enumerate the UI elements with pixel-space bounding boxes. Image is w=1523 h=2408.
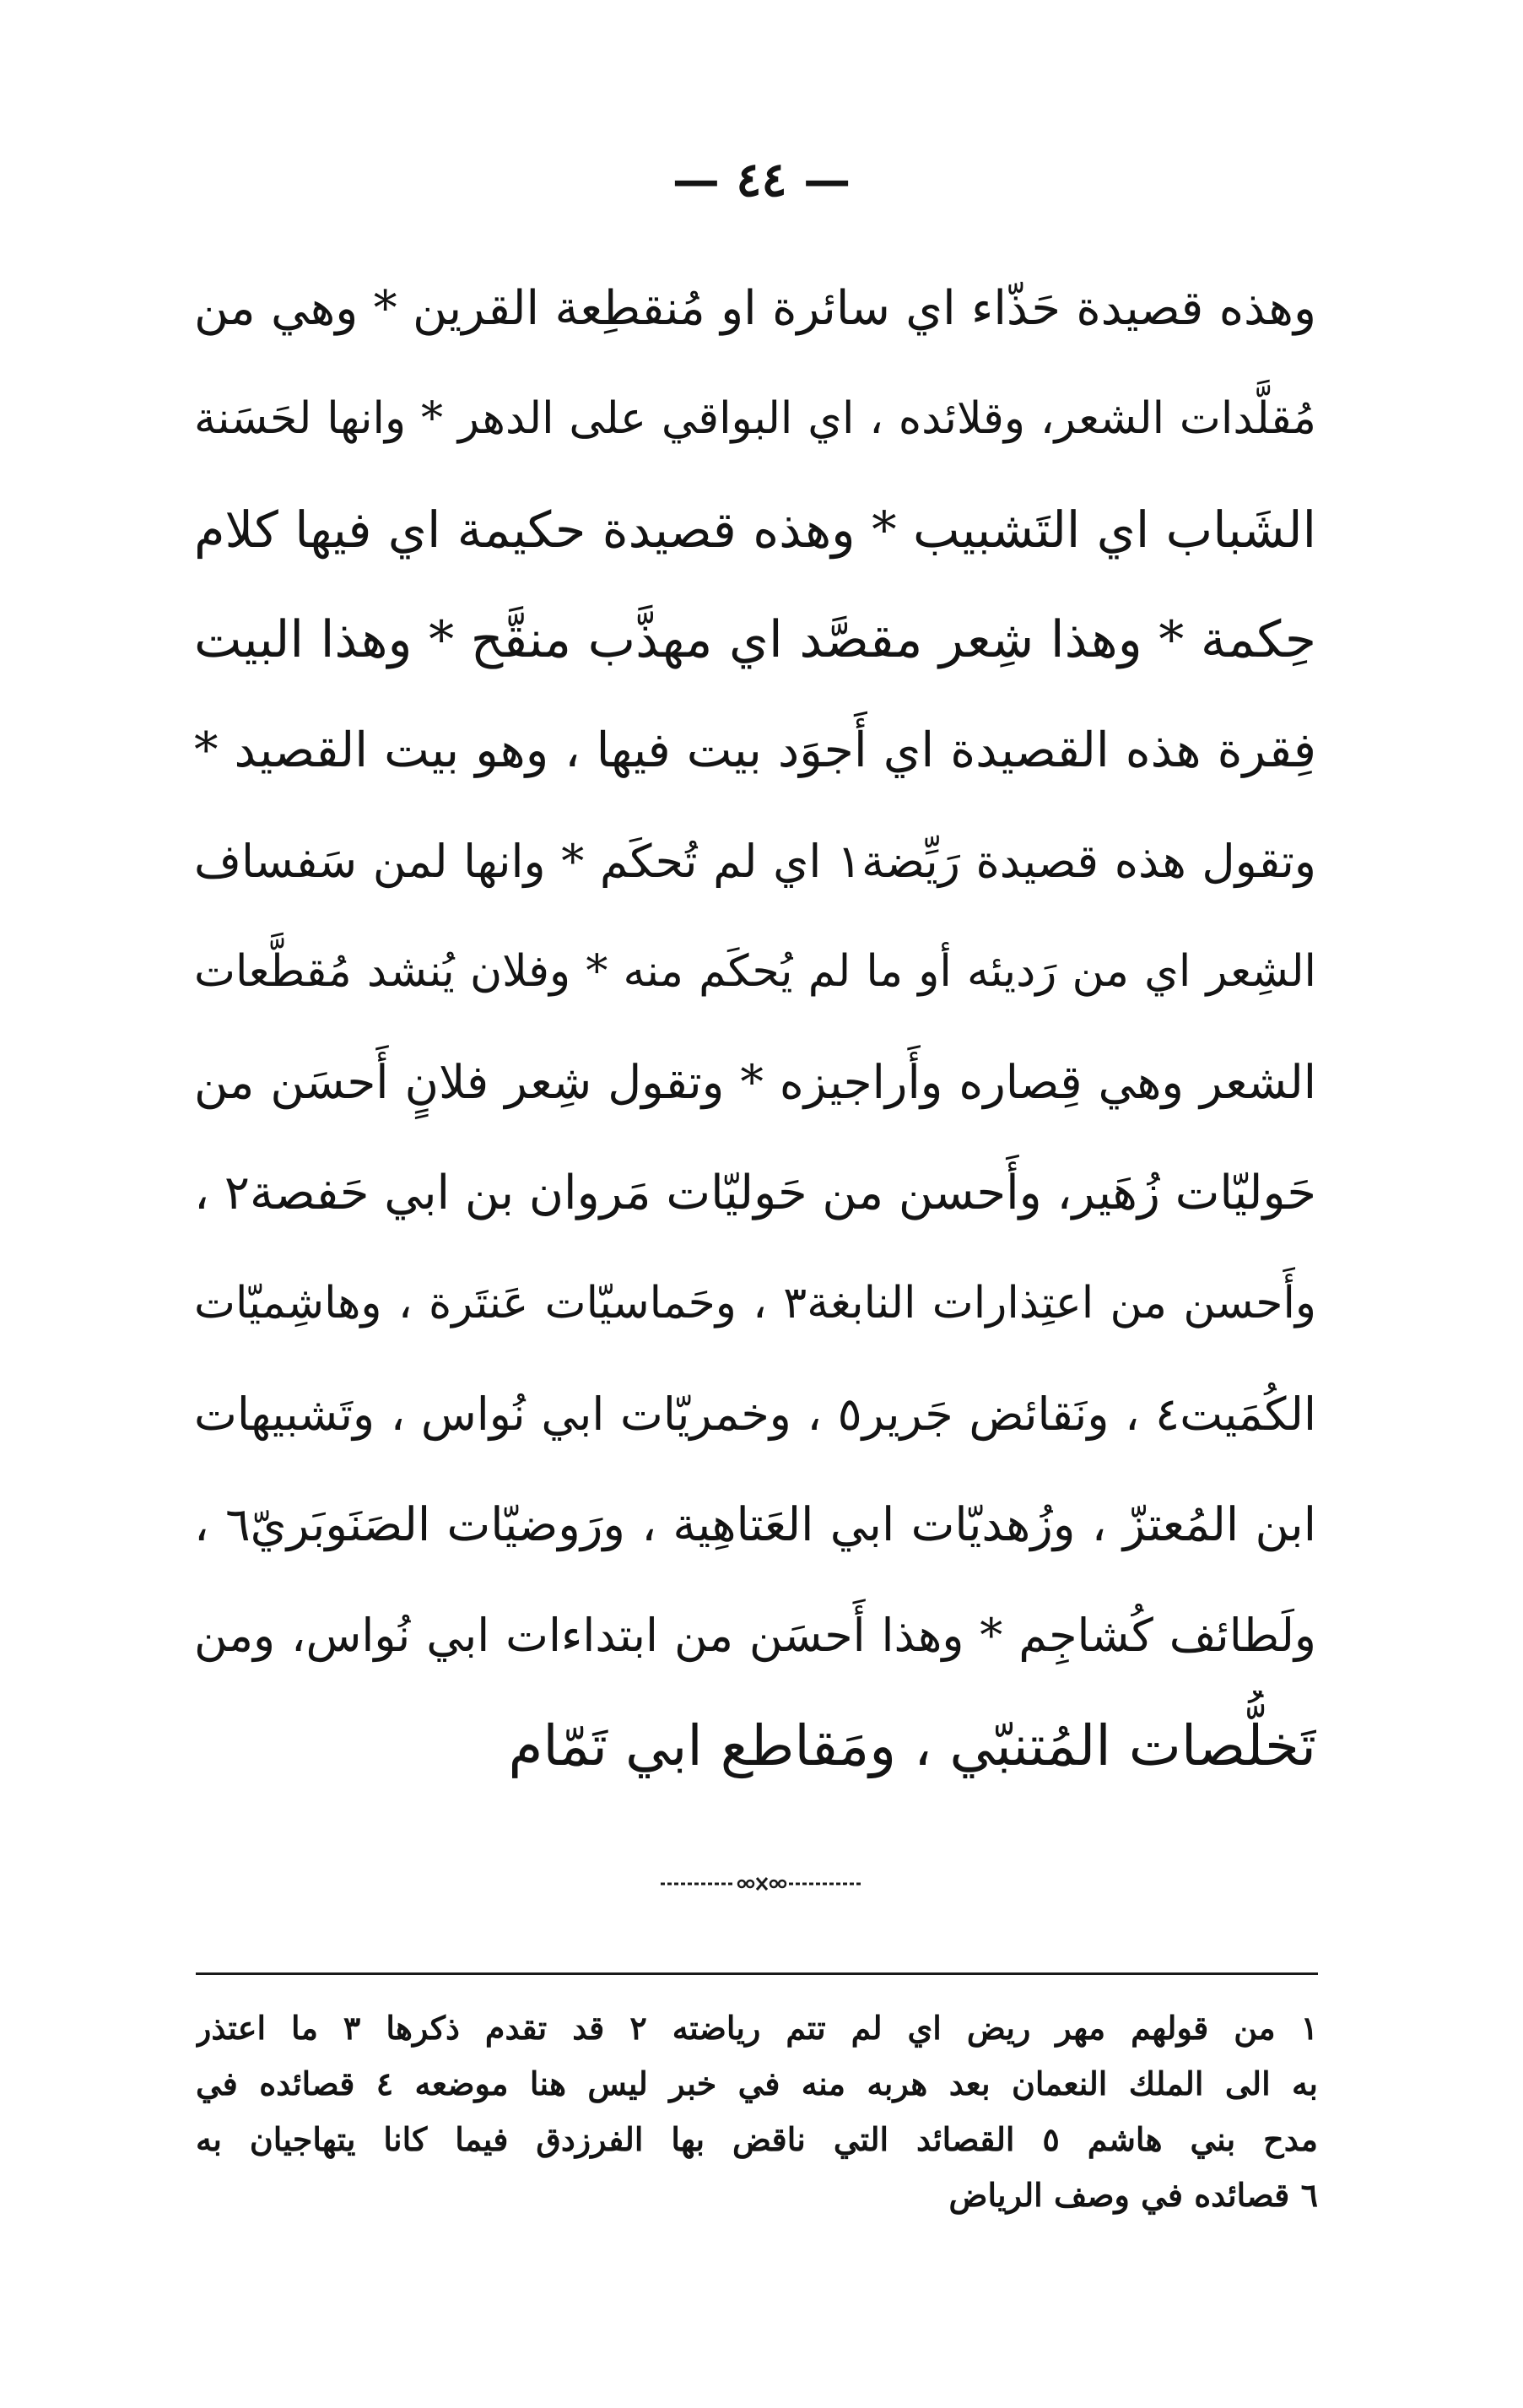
text-line: الكُمَيت٤ ، ونَقائض جَرير٥ ، وخمريّات ابي نُواس ، وتَشبيهات	[194, 1388, 1316, 1441]
text-line: الشعر وهي قِصاره وأَراجيزه * وتقول شِعر فلانٍ أَحسَن من	[194, 1055, 1316, 1109]
text-line: تَخلُّصات المُتنبّي ، ومَقاطع ابي تَمّام	[508, 1713, 1316, 1778]
page-number: — ٤٤ —	[672, 152, 851, 208]
text-line: مُقلَّدات الشعر، وقلائده ، اي البواقي على الدهر * وانها لحَسَنة	[194, 393, 1316, 444]
footnotes	[196, 2000, 1318, 2223]
text-line: وتقول هذه قصيدة رَيِّضة١ اي لم تُحكَم * وانها لمن سَفساف	[194, 835, 1316, 888]
footnote-line: مدح بني هاشم ٥ القصائد التي ناقض بها الفرزدق فيما كانا يتهاجيان به	[196, 2120, 1318, 2158]
text-line: فِقرة هذه القصيدة اي أَجوَد بيت فيها ، وهو بيت القصيد *	[194, 722, 1316, 778]
text-line: وأَحسن من اعتِذارات النابغة٣ ، وحَماسيّات عَنتَرة ، وهاشِميّات	[194, 1278, 1316, 1328]
text-line: حَوليّات زُهَير، وأَحسن من حَوليّات مَروان بن ابي حَفصة٢ ،	[194, 1166, 1316, 1220]
text-line: ابن المُعتزّ ، وزُهديّات ابي العَتاهِية ، ورَوضيّات الصَنَوبَريّ٦ ،	[194, 1497, 1316, 1551]
ornament-icon	[661, 1875, 863, 1892]
text-line: وهذه قصيدة حَذّاء اي سائرة او مُنقطِعة القرين * وهي من	[194, 281, 1316, 336]
footnote-line: ١ من قولهم مهر ريض اي لم تتم رياضته ٢ قد تقدم ذكرها ٣ ما اعتذر	[196, 2009, 1318, 2047]
ornament-divider	[0, 1875, 1523, 1892]
main-text	[194, 253, 1316, 1801]
text-line: الشَباب اي التَشبيب * وهذه قصيدة حكيمة اي فيها كلام	[194, 501, 1316, 559]
text-line: ولَطائف كُشاجِم * وهذا أَحسَن من ابتداءات ابي نُواس، ومن	[194, 1609, 1316, 1662]
footnote-divider	[196, 1972, 1318, 1975]
text-line: الشِعر اي من رَديئه أو ما لم يُحكَم منه * وفلان يُنشد مُقطَّعات	[194, 946, 1316, 997]
footnote-line: به الى الملك النعمان بعد هربه منه في خبر ليس هنا موضعه ٤ قصائده في	[196, 2064, 1318, 2102]
footnote-line: ٦ قصائده في وصف الرياض	[948, 2176, 1318, 2214]
text-line: حِكمة * وهذا شِعر مقصَّد اي مهذَّب منقَّح * وهذا البيت	[194, 610, 1316, 669]
